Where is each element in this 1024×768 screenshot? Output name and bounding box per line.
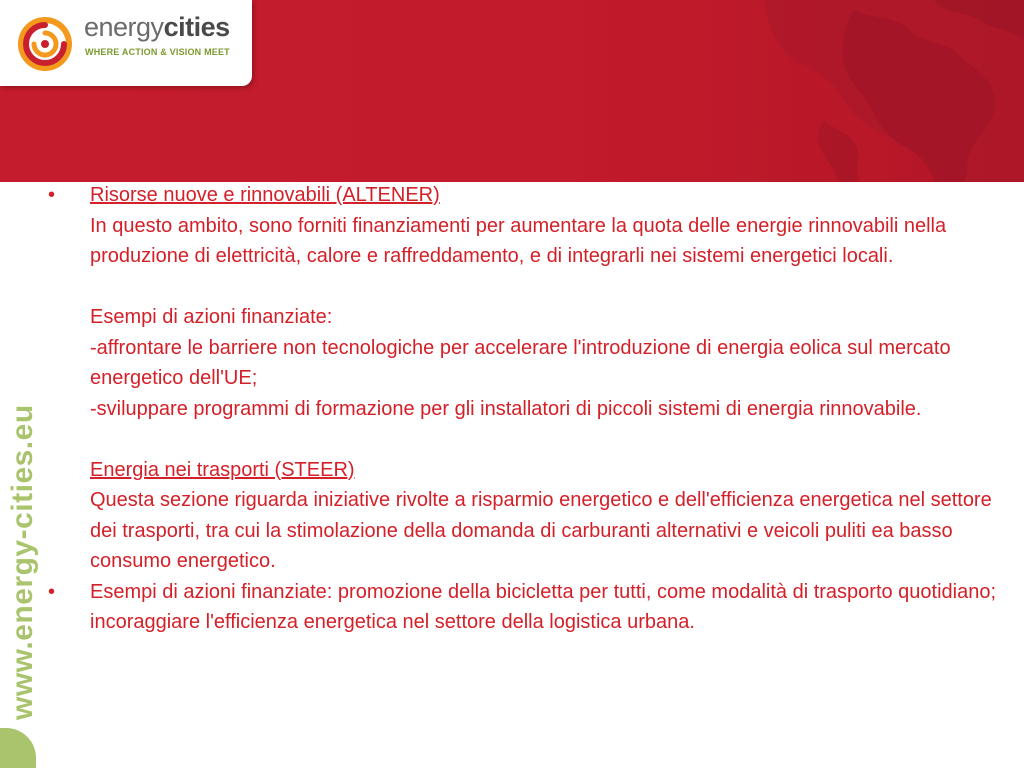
logo-wordmark [84, 12, 230, 42]
europe-map-decoration [644, 0, 1024, 182]
logo-panel [0, 0, 252, 86]
bullet-item-altener [48, 180, 1008, 577]
section-heading-altener: Risorse nuove e rinnovabili (ALTENER) [90, 184, 440, 206]
energy-cities-spiral-logo-icon [14, 13, 76, 75]
bullet-marker: • [48, 184, 56, 206]
logo-tagline: WHERE ACTION & VISION MEET [85, 47, 230, 57]
spacer [90, 424, 1008, 455]
example-training-programs: -sviluppare programmi di formazione per gli installatori di piccoli sistemi di energia rinnovabile. [90, 397, 922, 420]
logo-word-light: energy [84, 12, 164, 42]
examples-steer-text: Esempi di azioni finanziate: promozione della bicicletta per tutti, come modalità di trasporto quotidiano; incoraggiare l'efficienza energetica nel settore della logistica urbana. [90, 580, 997, 633]
logo-word-bold: cities [163, 12, 230, 42]
example-wind-energy: -affrontare le barriere non tecnologiche per accelerare l'introduzione di energia eolica sul mercato energetico dell'UE; [90, 336, 951, 389]
slide-content [48, 180, 1008, 638]
examples-label: Esempi di azioni finanziate: [90, 306, 333, 328]
steer-description: Questa sezione riguarda iniziative rivolte a risparmio energetico e dell'efficienza energetica nel settore dei trasporti, tra cui la stimolazione della domanda di carburanti alternativi e veicoli puliti ea basso consumo energetico. [90, 489, 992, 572]
side-website-url: www.energy-cities.eu [6, 404, 39, 720]
spacer [90, 272, 1008, 303]
bullet-item-examples [48, 577, 1008, 638]
section-heading-steer: Energia nei trasporti (STEER) [90, 458, 355, 481]
bullet-marker: • [48, 580, 56, 603]
altener-description: In questo ambito, sono forniti finanziamenti per aumentare la quota delle energie rinnovabili nella produzione di elettricità, calore e raffreddamento, e di integrarli nei sistemi energetici locali. [90, 214, 947, 267]
side-green-tab [0, 728, 36, 768]
